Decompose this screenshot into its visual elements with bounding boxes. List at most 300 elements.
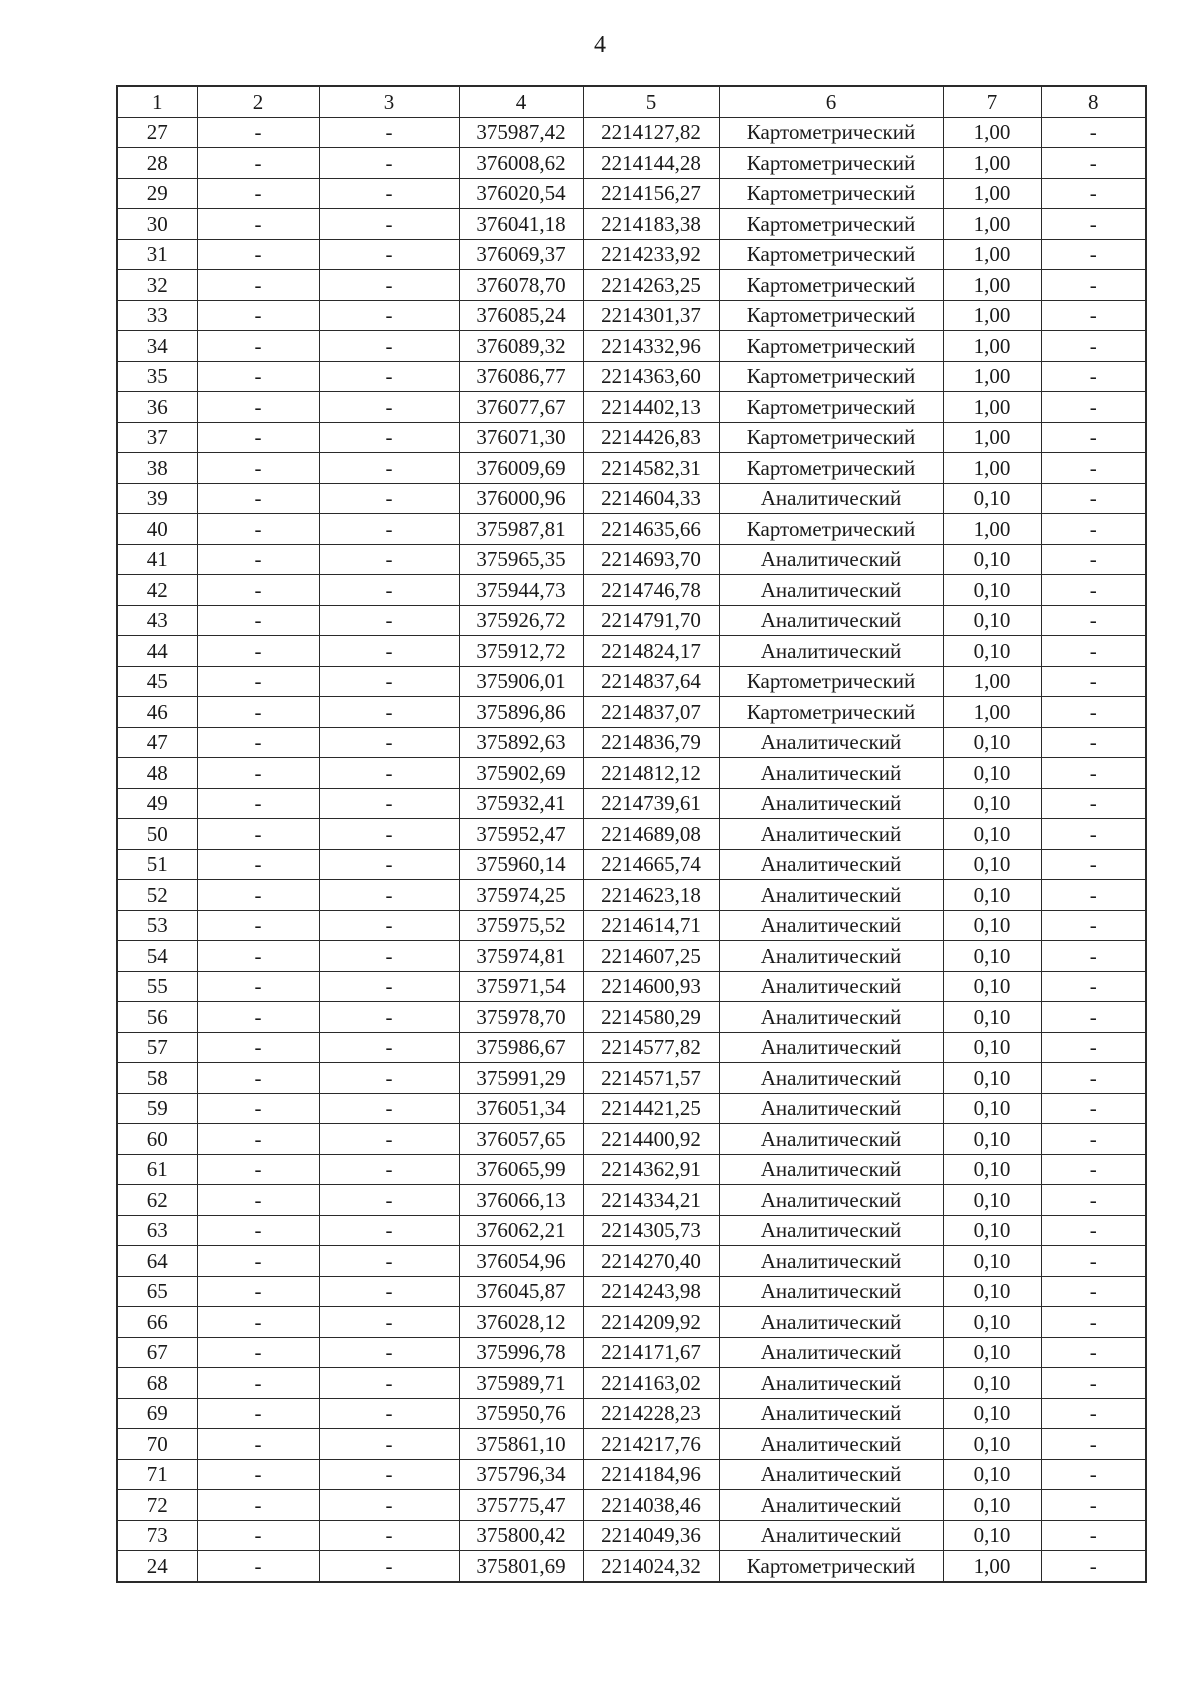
table-cell: - [1041,697,1146,728]
table-cell: Аналитический [719,1124,943,1155]
table-cell: - [319,544,459,575]
table-cell: 375950,76 [459,1398,583,1429]
table-cell: 0,10 [943,880,1041,911]
table-cell: - [197,148,319,179]
table-cell: Аналитический [719,575,943,606]
table-cell: - [197,544,319,575]
table-cell: 34 [117,331,197,362]
table-cell: 375912,72 [459,636,583,667]
table-cell: 2214163,02 [583,1368,719,1399]
table-cell: Картометрический [719,148,943,179]
table-cell: Аналитический [719,849,943,880]
table-cell: - [319,1337,459,1368]
table-cell: 375926,72 [459,605,583,636]
table-cell: Картометрический [719,514,943,545]
table-row [117,666,1146,697]
table-cell: - [319,117,459,148]
table-cell: 375952,47 [459,819,583,850]
table-cell: 2214693,70 [583,544,719,575]
table-cell: - [197,1002,319,1033]
table-cell: 2214665,74 [583,849,719,880]
table-cell: 375801,69 [459,1551,583,1582]
table-cell: 71 [117,1459,197,1490]
table-cell: - [197,270,319,301]
table-cell: 2214689,08 [583,819,719,850]
table-cell: 0,10 [943,1429,1041,1460]
table-cell: Картометрический [719,239,943,270]
table-cell: 1,00 [943,697,1041,728]
table-cell: - [319,1307,459,1338]
table-cell: - [319,666,459,697]
table-cell: Картометрический [719,422,943,453]
table-cell: 376009,69 [459,453,583,484]
table-cell: 1,00 [943,270,1041,301]
table-cell: 2214363,60 [583,361,719,392]
table-row [117,1032,1146,1063]
column-header: 2 [197,86,319,117]
table-cell: 2214580,29 [583,1002,719,1033]
table-cell: - [319,1520,459,1551]
table-cell: 0,10 [943,1215,1041,1246]
table-row [117,880,1146,911]
table-cell: 72 [117,1490,197,1521]
table-cell: 2214243,98 [583,1276,719,1307]
table-cell: 1,00 [943,422,1041,453]
table-cell: - [1041,1520,1146,1551]
table-cell: - [197,971,319,1002]
table-cell: 1,00 [943,666,1041,697]
table-cell: 375974,81 [459,941,583,972]
table-cell: 0,10 [943,1398,1041,1429]
table-row [117,1276,1146,1307]
table-cell: Аналитический [719,788,943,819]
table-cell: - [197,1246,319,1277]
table-cell: 0,10 [943,1307,1041,1338]
table-cell: 375944,73 [459,575,583,606]
table-cell: Картометрический [719,697,943,728]
table-cell: - [1041,1093,1146,1124]
table-cell: 2214305,73 [583,1215,719,1246]
table-cell: - [1041,1124,1146,1155]
table-cell: 0,10 [943,544,1041,575]
table-cell: - [1041,727,1146,758]
table-cell: 70 [117,1429,197,1460]
column-header: 8 [1041,86,1146,117]
column-header: 1 [117,86,197,117]
table-row [117,392,1146,423]
table-cell: - [319,1276,459,1307]
table-cell: 376057,65 [459,1124,583,1155]
table-cell: 35 [117,361,197,392]
table-cell: 0,10 [943,605,1041,636]
table-cell: - [1041,1185,1146,1216]
table-cell: Аналитический [719,1520,943,1551]
table-row [117,849,1146,880]
table-cell: 376077,67 [459,392,583,423]
table-cell: 1,00 [943,453,1041,484]
table-cell: - [197,1551,319,1582]
table-cell: - [319,1154,459,1185]
table-cell: - [1041,270,1146,301]
table-cell: 42 [117,575,197,606]
table-cell: Аналитический [719,910,943,941]
table-cell: - [319,1551,459,1582]
table-row [117,636,1146,667]
table-cell: - [1041,849,1146,880]
table-cell: - [1041,178,1146,209]
table-cell: Аналитический [719,1215,943,1246]
table-cell: 28 [117,148,197,179]
table-cell: - [319,1398,459,1429]
column-header: 6 [719,86,943,117]
table-cell: 29 [117,178,197,209]
table-row [117,910,1146,941]
table-cell: Аналитический [719,1337,943,1368]
table-cell: 36 [117,392,197,423]
table-cell: 2214582,31 [583,453,719,484]
table-cell: 376028,12 [459,1307,583,1338]
table-row [117,1307,1146,1338]
table-cell: 2214824,17 [583,636,719,667]
table-row [117,819,1146,850]
table-cell: Аналитический [719,880,943,911]
table-cell: - [319,1429,459,1460]
table-cell: - [319,361,459,392]
table-cell: 2214623,18 [583,880,719,911]
table-cell: - [319,483,459,514]
table-cell: - [319,1032,459,1063]
table-cell: - [319,971,459,1002]
table-cell: 375800,42 [459,1520,583,1551]
table-cell: Аналитический [719,544,943,575]
table-cell: 2214362,91 [583,1154,719,1185]
table-cell: 375996,78 [459,1337,583,1368]
table-cell: 2214183,38 [583,209,719,240]
column-header: 7 [943,86,1041,117]
table-cell: 65 [117,1276,197,1307]
table-cell: - [197,483,319,514]
table-cell: Аналитический [719,1276,943,1307]
table-cell: 0,10 [943,819,1041,850]
table-cell: 2214614,71 [583,910,719,941]
table-cell: 1,00 [943,117,1041,148]
table-header-row [117,86,1146,117]
table-cell: 376078,70 [459,270,583,301]
table-cell: - [319,148,459,179]
table-cell: - [1041,971,1146,1002]
table-cell: 375960,14 [459,849,583,880]
table-row [117,148,1146,179]
table-cell: 375796,34 [459,1459,583,1490]
table-cell: 375991,29 [459,1063,583,1094]
table-cell: Картометрический [719,666,943,697]
table-cell: Аналитический [719,1398,943,1429]
table-cell: - [1041,941,1146,972]
table-cell: 39 [117,483,197,514]
table-cell: 56 [117,1002,197,1033]
table-cell: 2214263,25 [583,270,719,301]
table-cell: 376045,87 [459,1276,583,1307]
table-row [117,300,1146,331]
table-cell: 33 [117,300,197,331]
table-cell: - [319,514,459,545]
table-row [117,544,1146,575]
table-cell: 61 [117,1154,197,1185]
table-cell: 376086,77 [459,361,583,392]
page-number: 4 [594,32,606,58]
table-cell: 2214836,79 [583,727,719,758]
table-cell: - [319,392,459,423]
table-cell: 375987,81 [459,514,583,545]
table-cell: - [197,636,319,667]
table-cell: 375892,63 [459,727,583,758]
table-cell: 63 [117,1215,197,1246]
table-cell: - [1041,148,1146,179]
table-cell: - [319,1185,459,1216]
table-row [117,788,1146,819]
table-cell: 0,10 [943,910,1041,941]
table-cell: - [319,727,459,758]
table-cell: 376069,37 [459,239,583,270]
table-cell: - [1041,1032,1146,1063]
table-cell: 2214421,25 [583,1093,719,1124]
table-cell: 376085,24 [459,300,583,331]
table-cell: - [1041,575,1146,606]
table-cell: 49 [117,788,197,819]
table-cell: - [197,239,319,270]
table-cell: 2214024,32 [583,1551,719,1582]
table-cell: - [197,300,319,331]
table-cell: 2214233,92 [583,239,719,270]
table-cell: 0,10 [943,1246,1041,1277]
table-cell: 375861,10 [459,1429,583,1460]
table-cell: - [197,422,319,453]
table-cell: 375775,47 [459,1490,583,1521]
table-cell: - [1041,1429,1146,1460]
table-cell: 43 [117,605,197,636]
table-cell: - [319,270,459,301]
table-cell: - [197,1520,319,1551]
table-cell: 2214812,12 [583,758,719,789]
table-cell: 375906,01 [459,666,583,697]
table-cell: - [197,910,319,941]
table-row [117,514,1146,545]
table-row [117,1429,1146,1460]
table-cell: - [319,636,459,667]
table-cell: - [197,209,319,240]
table-cell: 30 [117,209,197,240]
table-row [117,1551,1146,1582]
table-cell: 376062,21 [459,1215,583,1246]
table-cell: 66 [117,1307,197,1338]
table-cell: Аналитический [719,1368,943,1399]
table-cell: - [319,239,459,270]
table-cell: 2214607,25 [583,941,719,972]
table-cell: Аналитический [719,1093,943,1124]
table-cell: - [197,849,319,880]
table-row [117,117,1146,148]
table-cell: - [197,1429,319,1460]
table-cell: - [319,209,459,240]
table-row [117,361,1146,392]
table-cell: Аналитический [719,1490,943,1521]
table-cell: Аналитический [719,636,943,667]
table-cell: Картометрический [719,209,943,240]
table-cell: - [319,575,459,606]
table-cell: 1,00 [943,1551,1041,1582]
table-cell: - [1041,1215,1146,1246]
table-cell: 2214127,82 [583,117,719,148]
table-cell: Картометрический [719,270,943,301]
table-row [117,758,1146,789]
table-cell: Аналитический [719,1429,943,1460]
table-cell: Аналитический [719,483,943,514]
table-cell: 0,10 [943,1063,1041,1094]
table-cell: 0,10 [943,1459,1041,1490]
table-cell: 24 [117,1551,197,1582]
table-cell: Картометрический [719,1551,943,1582]
table-row [117,1368,1146,1399]
table-row [117,1063,1146,1094]
table-row [117,1490,1146,1521]
table-cell: 375971,54 [459,971,583,1002]
table-cell: - [197,788,319,819]
table-cell: 58 [117,1063,197,1094]
table-cell: 44 [117,636,197,667]
table-cell: - [197,1032,319,1063]
table-cell: - [319,1215,459,1246]
table-cell: 0,10 [943,788,1041,819]
table-cell: - [197,178,319,209]
table-cell: - [197,1093,319,1124]
table-row [117,575,1146,606]
table-cell: 2214038,46 [583,1490,719,1521]
table-cell: 2214049,36 [583,1520,719,1551]
table-cell: - [319,1459,459,1490]
table-cell: 0,10 [943,1520,1041,1551]
table-cell: - [197,331,319,362]
table-cell: - [319,758,459,789]
table-row [117,605,1146,636]
table-cell: 0,10 [943,1002,1041,1033]
table-cell: Аналитический [719,819,943,850]
table-cell: 2214791,70 [583,605,719,636]
table-cell: 375989,71 [459,1368,583,1399]
table-cell: - [197,117,319,148]
column-header: 5 [583,86,719,117]
table-body [117,117,1146,1582]
table-cell: - [319,1124,459,1155]
table-cell: - [197,392,319,423]
table-cell: - [197,1185,319,1216]
table-cell: 375896,86 [459,697,583,728]
table-cell: 376051,34 [459,1093,583,1124]
table-cell: 2214228,23 [583,1398,719,1429]
table-cell: - [197,1337,319,1368]
table-cell: - [1041,422,1146,453]
table-cell: - [1041,544,1146,575]
table-cell: - [1041,117,1146,148]
table-cell: 2214209,92 [583,1307,719,1338]
table-cell: Картометрический [719,392,943,423]
table-cell: 1,00 [943,514,1041,545]
table-cell: - [1041,819,1146,850]
table-cell: Аналитический [719,1307,943,1338]
table-cell: 73 [117,1520,197,1551]
table-cell: 375902,69 [459,758,583,789]
table-cell: - [197,697,319,728]
table-cell: 375932,41 [459,788,583,819]
table-cell: - [197,1063,319,1094]
table-cell: 2214171,67 [583,1337,719,1368]
table-cell: 2214604,33 [583,483,719,514]
table-cell: 2214184,96 [583,1459,719,1490]
table-cell: 2214334,21 [583,1185,719,1216]
table-cell: - [197,666,319,697]
table-cell: 45 [117,666,197,697]
table-cell: - [197,1154,319,1185]
table-cell: 2214600,93 [583,971,719,1002]
table-cell: 376089,32 [459,331,583,362]
table-cell: - [319,1368,459,1399]
table-row [117,941,1146,972]
table-row [117,971,1146,1002]
table-cell: 53 [117,910,197,941]
table-cell: Аналитический [719,605,943,636]
table-cell: Аналитический [719,1154,943,1185]
table-cell: 68 [117,1368,197,1399]
table-row [117,422,1146,453]
table-row [117,1398,1146,1429]
table-cell: - [1041,1276,1146,1307]
table-cell: - [319,605,459,636]
table-cell: 64 [117,1246,197,1277]
table-cell: Картометрический [719,331,943,362]
table-cell: - [197,361,319,392]
table-row [117,270,1146,301]
table-cell: - [1041,361,1146,392]
table-cell: 376071,30 [459,422,583,453]
table-cell: - [197,1398,319,1429]
table-cell: 52 [117,880,197,911]
table-cell: 32 [117,270,197,301]
table-cell: - [1041,1337,1146,1368]
table-cell: 2214426,83 [583,422,719,453]
table-cell: 62 [117,1185,197,1216]
table-cell: 0,10 [943,849,1041,880]
table-row [117,483,1146,514]
table-cell: 376065,99 [459,1154,583,1185]
table-cell: - [197,1490,319,1521]
table-cell: 37 [117,422,197,453]
table-cell: - [1041,605,1146,636]
table-cell: Картометрический [719,117,943,148]
table-cell: - [319,300,459,331]
table-cell: - [1041,1307,1146,1338]
table-cell: - [1041,910,1146,941]
table-cell: 1,00 [943,361,1041,392]
table-row [117,178,1146,209]
table-cell: - [1041,483,1146,514]
table-cell: - [197,1124,319,1155]
table-cell: 1,00 [943,300,1041,331]
table-cell: 59 [117,1093,197,1124]
table-row [117,1185,1146,1216]
table-cell: Аналитический [719,727,943,758]
table-cell: 40 [117,514,197,545]
table-cell: - [1041,1398,1146,1429]
table-cell: - [197,758,319,789]
